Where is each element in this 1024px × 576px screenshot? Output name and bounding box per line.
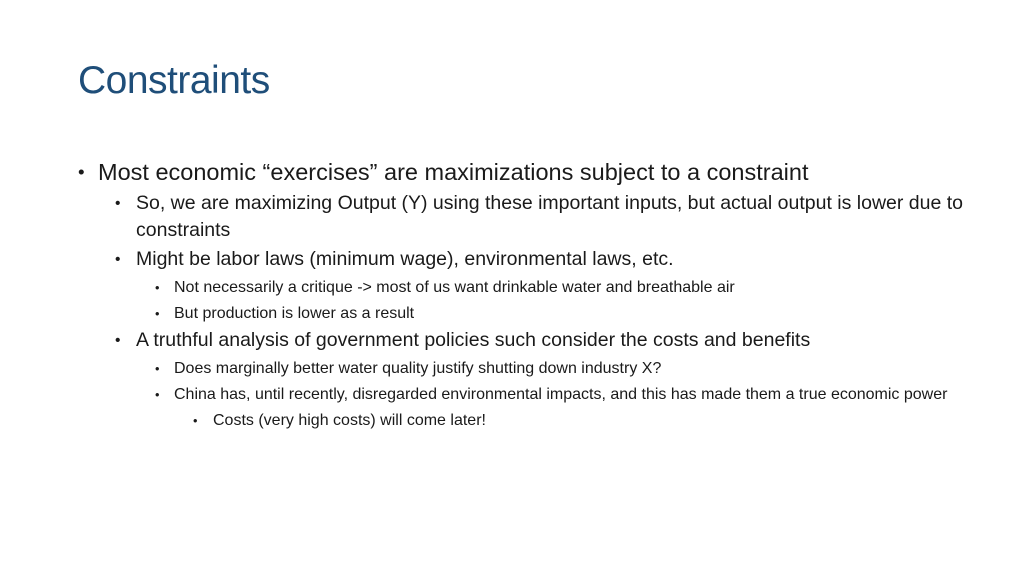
bullet-marker: • (155, 306, 160, 321)
bullet-item (115, 327, 978, 354)
bullet-item (78, 156, 978, 188)
bullet-text: But production is lower as a result (174, 305, 415, 322)
bullet-marker: • (78, 161, 85, 182)
bullet-text: Does marginally better water quality justify shutting down industry X? (174, 360, 662, 377)
bullet-marker: • (155, 387, 160, 402)
bullet-text: Not necessarily a critique -> most of us want drinkable water and breathable air (174, 279, 735, 296)
bullet-marker: • (115, 332, 121, 349)
bullet-item (155, 383, 978, 406)
bullet-marker: • (155, 280, 160, 295)
slide-title: Constraints (78, 59, 270, 102)
bullet-text: So, we are maximizing Output (Y) using these important inputs, but actual output is lower due to constraints (136, 192, 964, 241)
bullet-item (115, 246, 978, 273)
slide-body (78, 156, 978, 432)
bullet-item (193, 409, 978, 432)
bullet-item (115, 190, 978, 244)
bullet-item (155, 302, 978, 325)
bullet-text: China has, until recently, disregarded environmental impacts, and this has made them a true economic power (174, 386, 948, 403)
bullet-text: Costs (very high costs) will come later! (213, 412, 486, 429)
bullet-text: Most economic “exercises” are maximizations subject to a constraint (98, 159, 809, 185)
bullet-marker: • (155, 361, 160, 376)
bullet-item (155, 276, 978, 299)
bullet-text: Might be labor laws (minimum wage), environmental laws, etc. (136, 248, 674, 270)
bullet-marker: • (115, 251, 121, 268)
bullet-marker: • (193, 413, 198, 428)
bullet-item (155, 357, 978, 380)
bullet-text: A truthful analysis of government policies such consider the costs and benefits (136, 329, 811, 351)
bullet-marker: • (115, 195, 121, 212)
